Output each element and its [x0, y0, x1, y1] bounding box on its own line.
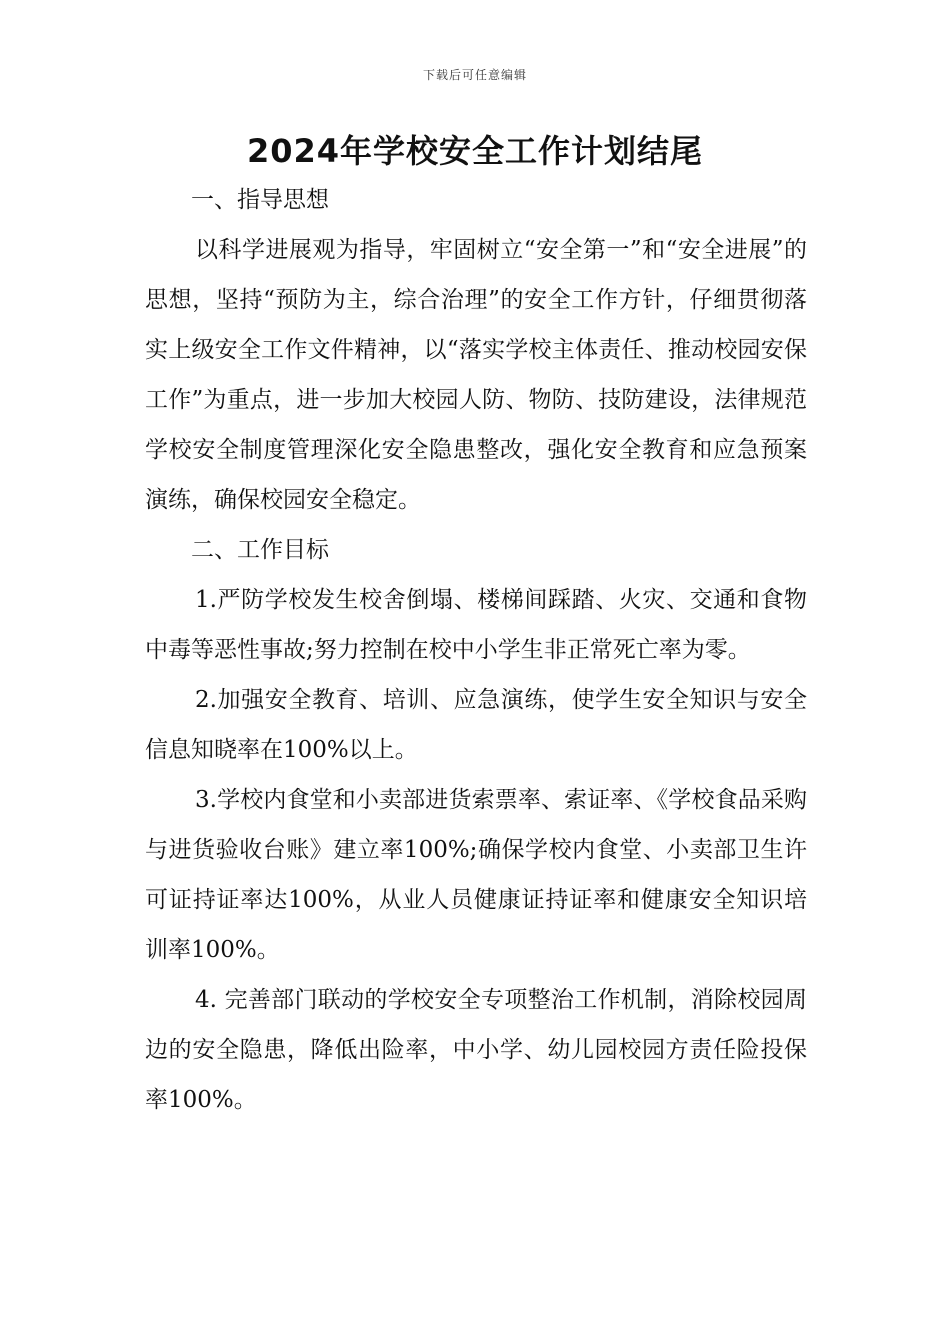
document-body — [145, 175, 807, 1125]
paragraph-goal-3: 3.学校内食堂和小卖部进货索票率、索证率、《学校食品采购与进货验收台账》建立率100%;确保学校内食堂、小卖部卫生许可证持证率达100%，从业人员健康证持证率和健康安全知识培训率100%。 — [145, 787, 807, 963]
paragraph-goal-1: 1.严防学校发生校舍倒塌、楼梯间踩踏、火灾、交通和食物中毒等恶性事故;努力控制在校中小学生非正常死亡率为零。 — [145, 587, 807, 663]
paragraph-goal-2: 2.加强安全教育、培训、应急演练，使学生安全知识与安全信息知晓率在100%以上。 — [145, 687, 807, 763]
header-note: 下载后可任意编辑 — [422, 68, 527, 82]
section-heading-guiding-ideology: 一、指导思想 — [191, 187, 329, 213]
paragraph-guiding-ideology: 以科学进展观为指导，牢固树立“安全第一”和“安全进展”的思想，坚持“预防为主，综合治理”的安全工作方针，仔细贯彻落实上级安全工作文件精神，以“落实学校主体责任、推动校园安保工作”为重点，进一步加大校园人防、物防、技防建设，法律规范学校安全制度管理深化安全隐患整改，强化安全教育和应急预案演练，确保校园安全稳定。 — [145, 237, 807, 513]
paragraph-goal-4: 4. 完善部门联动的学校安全专项整治工作机制，消除校园周边的安全隐患，降低出险率，中小学、幼儿园校园方责任险投保率100%。 — [145, 987, 807, 1113]
section-heading-work-goals: 二、工作目标 — [191, 537, 329, 563]
document-title: 2024年学校安全工作计划结尾 — [246, 132, 704, 170]
